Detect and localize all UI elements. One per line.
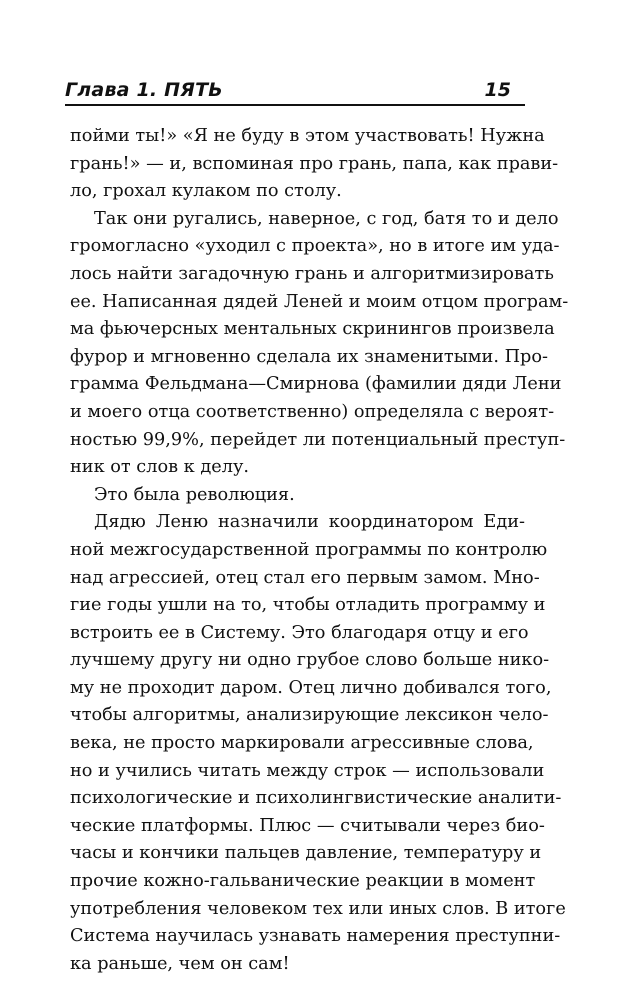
text-line: грамма Фельдмана—Смирнова (фамилии дяди Лени — [70, 374, 562, 395]
text-line: ка раньше, чем он сам! — [70, 953, 290, 974]
text-line: чтобы алгоритмы, анализирующие лексикон чело- — [70, 705, 549, 726]
text-line: Это была революция. — [94, 484, 295, 505]
text-line: и моего отца соответственно) определяла с вероят- — [70, 401, 555, 422]
text-line: ма фьючерсных ментальных скринингов произвела — [70, 319, 555, 340]
text-line: Так они ругались, наверное, с год, батя то и дело — [94, 208, 559, 229]
body-text — [70, 123, 569, 978]
text-line: фурор и мгновенно сделала их знаменитыми. Про- — [70, 346, 548, 367]
header-rule — [65, 104, 525, 106]
text-line: Дядю Леню назначили координатором Еди- — [94, 512, 525, 533]
text-line: встроить ее в Систему. Это благодаря отцу и его — [70, 622, 529, 643]
text-line: над агрессией, отец стал его первым замом. Мно- — [70, 567, 540, 588]
text-line: му не проходит даром. Отец лично добивался того, — [70, 677, 552, 698]
running-header — [65, 78, 525, 102]
text-line: прочие кожно-гальванические реакции в момент — [70, 871, 536, 892]
text-line: пойми ты!» «Я не буду в этом участвовать! Нужна — [70, 126, 545, 146]
text-line: грань!» — и, вспоминая про грань, папа, как прави- — [70, 153, 559, 174]
text-line: употребления человеком тех или иных слов. В итоге — [70, 898, 566, 919]
text-line: века, не просто маркировали агрессивные слова, — [70, 733, 534, 754]
text-line: лучшему другу ни одно грубое слово больше нико- — [70, 650, 550, 671]
text-line: часы и кончики пальцев давление, температуру и — [70, 843, 542, 864]
text-line: психологические и психолингвистические аналити- — [70, 788, 562, 809]
text-line: ческие платформы. Плюс — считывали через био- — [70, 815, 545, 836]
text-line: лось найти загадочную грань и алгоритмизировать — [70, 263, 554, 284]
text-line: но и учились читать между строк — использовали — [70, 760, 545, 781]
text-line: Система научилась узнавать намерения преступни- — [70, 926, 561, 947]
text-line: ной межгосударственной программы по контролю — [70, 539, 548, 560]
chapter-title: Глава 1. ПЯТЬ — [65, 79, 223, 101]
text-line: ее. Написанная дядей Леней и моим отцом програм- — [70, 291, 569, 312]
page-number: 15 — [484, 79, 511, 101]
text-line: ностью 99,9%, перейдет ли потенциальный преступ- — [70, 429, 566, 450]
text-line: гие годы ушли на то, чтобы отладить программу и — [70, 595, 546, 616]
text-line: ник от слов к делу. — [70, 457, 249, 478]
text-line: ло, грохал кулаком по столу. — [70, 181, 342, 202]
text-line: громогласно «уходил с проекта», но в итоге им уда- — [70, 236, 560, 257]
